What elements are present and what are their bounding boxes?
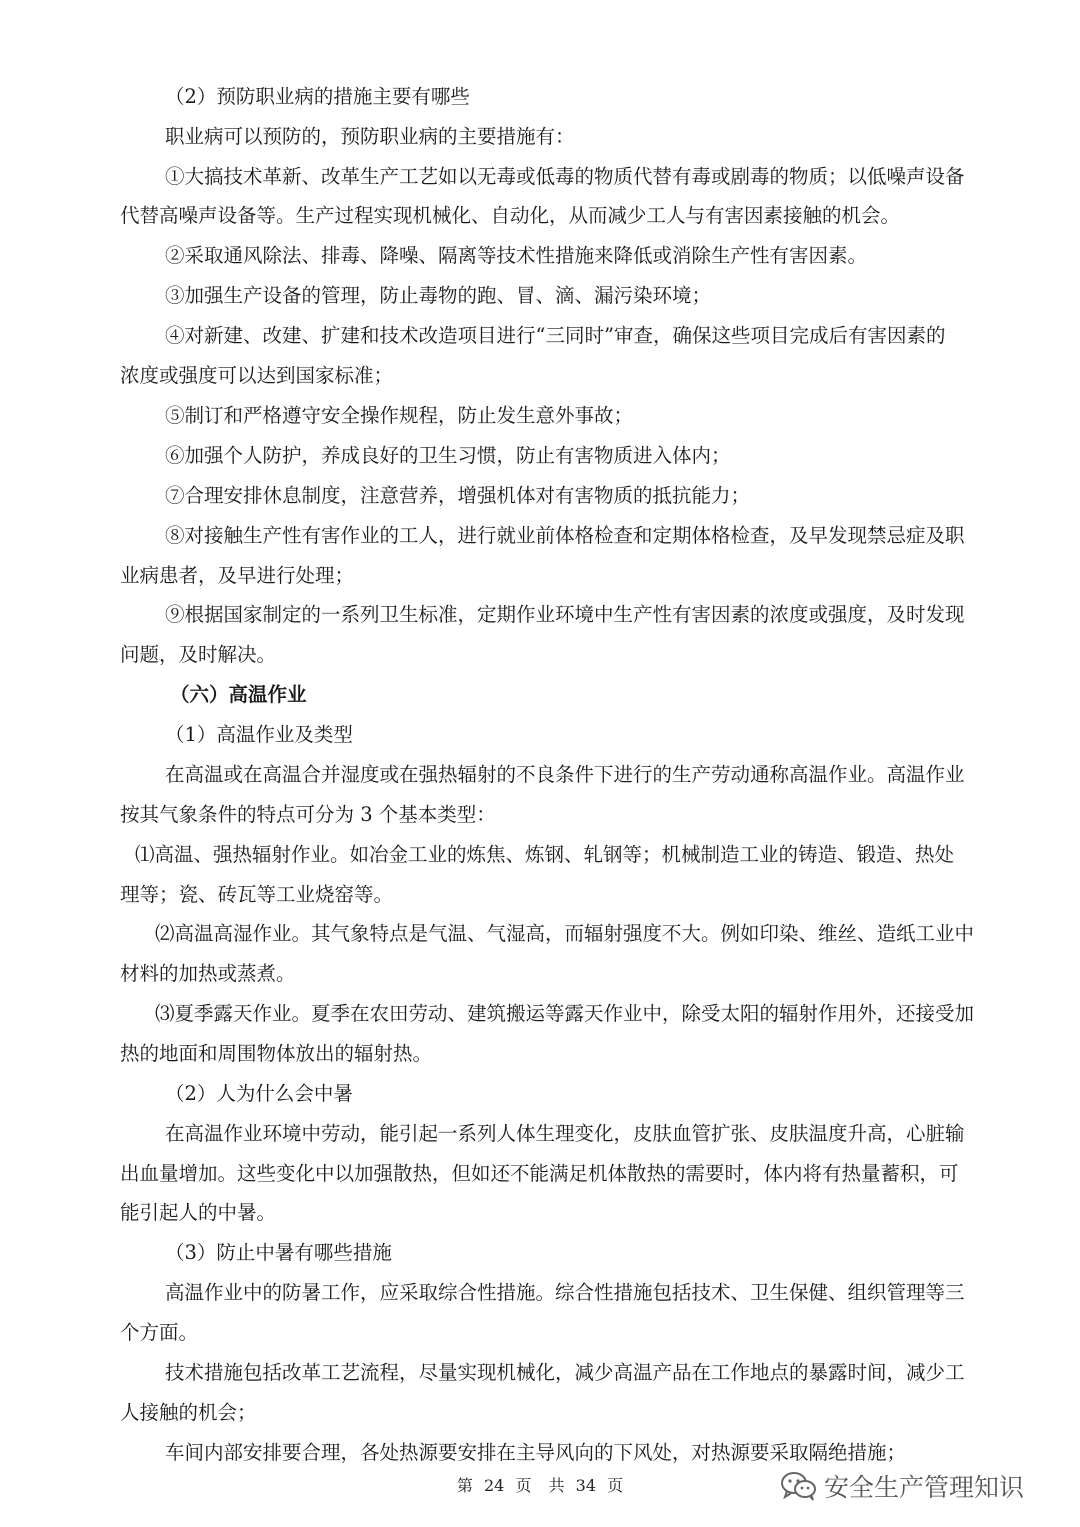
paragraph-line: 业病患者，及早进行处理； bbox=[120, 564, 355, 587]
subheading: （2）人为什么会中暑 bbox=[165, 1082, 353, 1105]
paragraph-line: 高温作业中的防暑工作，应采取综合性措施。综合性措施包括技术、卫生保健、组织管理等三 bbox=[165, 1281, 965, 1304]
list-item: ⑦合理安排休息制度，注意营养，增强机体对有害物质的抵抗能力； bbox=[165, 484, 751, 507]
wechat-icon bbox=[780, 1470, 818, 1502]
subheading: （2）预防职业病的措施主要有哪些 bbox=[165, 85, 470, 108]
paragraph-line: 问题，及时解决。 bbox=[120, 643, 277, 666]
subheading: （1）高温作业及类型 bbox=[165, 723, 353, 746]
paragraph-line: 在高温作业环境中劳动，能引起一系列人体生理变化，皮肤血管扩张、皮肤温度升高，心脏输 bbox=[165, 1122, 965, 1145]
footer-page-word: 页 bbox=[515, 1476, 532, 1495]
paragraph-line: 车间内部安排要合理，各处热源要安排在主导风向的下风处，对热源要采取隔绝措施； bbox=[165, 1441, 907, 1464]
list-item: ⑤制订和严格遵守安全操作规程，防止发生意外事故； bbox=[165, 404, 634, 427]
paragraph-line: 理等；瓷、砖瓦等工业烧窑等。 bbox=[120, 883, 394, 906]
paragraph-line: 个方面。 bbox=[120, 1321, 199, 1344]
list-item: ⑨根据国家制定的一系列卫生标准，定期作业环境中生产性有害因素的浓度或强度，及时发现 bbox=[165, 603, 965, 626]
list-item: ④对新建、改建、扩建和技术改造项目进行“三同时”审查，确保这些项目完成后有害因素的 bbox=[165, 324, 946, 347]
subheading: （3）防止中暑有哪些措施 bbox=[165, 1241, 392, 1264]
total-page-number: 34 bbox=[575, 1476, 597, 1495]
paragraph-line: 按其气象条件的特点可分为 3 个基本类型： bbox=[120, 803, 496, 826]
paragraph-line: 浓度或强度可以达到国家标准； bbox=[120, 364, 394, 387]
paragraph-line: 人接触的机会； bbox=[120, 1401, 257, 1424]
current-page-number: 24 bbox=[483, 1476, 505, 1495]
paragraph-line: 材料的加热或蒸煮。 bbox=[120, 962, 296, 985]
list-item: ⑶夏季露天作业。夏季在农田劳动、建筑搬运等露天作业中，除受太阳的辐射作用外，还接受加 bbox=[155, 1002, 975, 1025]
section-heading: （六）高温作业 bbox=[170, 683, 307, 706]
paragraph-line: 出血量增加。这些变化中以加强散热，但如还不能满足机体散热的需要时，体内将有热量蓄积，可 bbox=[120, 1162, 959, 1185]
footer-suffix: 页 bbox=[607, 1476, 624, 1495]
paragraph-line: 热的地面和周围物体放出的辐射热。 bbox=[120, 1042, 433, 1065]
paragraph-line: 代替高噪声设备等。生产过程实现机械化、自动化，从而减少工人与有害因素接触的机会。 bbox=[120, 204, 901, 227]
paragraph-line: 职业病可以预防的，预防职业病的主要措施有： bbox=[165, 125, 575, 148]
watermark-text: 安全生产管理知识 bbox=[824, 1473, 1025, 1502]
list-item: ⑥加强个人防护，养成良好的卫生习惯，防止有害物质进入体内； bbox=[165, 444, 731, 467]
list-item: ①大搞技术革新、改革生产工艺如以无毒或低毒的物质代替有毒或剧毒的物质；以低噪声设备 bbox=[165, 165, 965, 188]
paragraph-line: 在高温或在高温合并湿度或在强热辐射的不良条件下进行的生产劳动通称高温作业。高温作业 bbox=[165, 763, 965, 786]
paragraph-line: 能引起人的中暑。 bbox=[120, 1201, 277, 1224]
footer-prefix: 第 bbox=[456, 1476, 473, 1495]
watermark bbox=[780, 1466, 1024, 1506]
list-item: ②采取通风除法、排毒、降噪、隔离等技术性措施来降低或消除生产性有害因素。 bbox=[165, 244, 868, 267]
list-item: ③加强生产设备的管理，防止毒物的跑、冒、滴、漏污染环境； bbox=[165, 284, 712, 307]
list-item: ⑴高温、强热辐射作业。如冶金工业的炼焦、炼钢、轧钢等；机械制造工业的铸造、锻造、热处 bbox=[135, 843, 955, 866]
list-item: ⑵高温高湿作业。其气象特点是气温、气湿高，而辐射强度不大。例如印染、维丝、造纸工业中 bbox=[155, 922, 975, 945]
list-item: ⑧对接触生产性有害作业的工人，进行就业前体格检查和定期体格检查，及早发现禁忌症及职 bbox=[165, 524, 965, 547]
paragraph-line: 技术措施包括改革工艺流程，尽量实现机械化，减少高温产品在工作地点的暴露时间，减少工 bbox=[165, 1361, 965, 1384]
footer-total-word: 共 bbox=[548, 1476, 565, 1495]
